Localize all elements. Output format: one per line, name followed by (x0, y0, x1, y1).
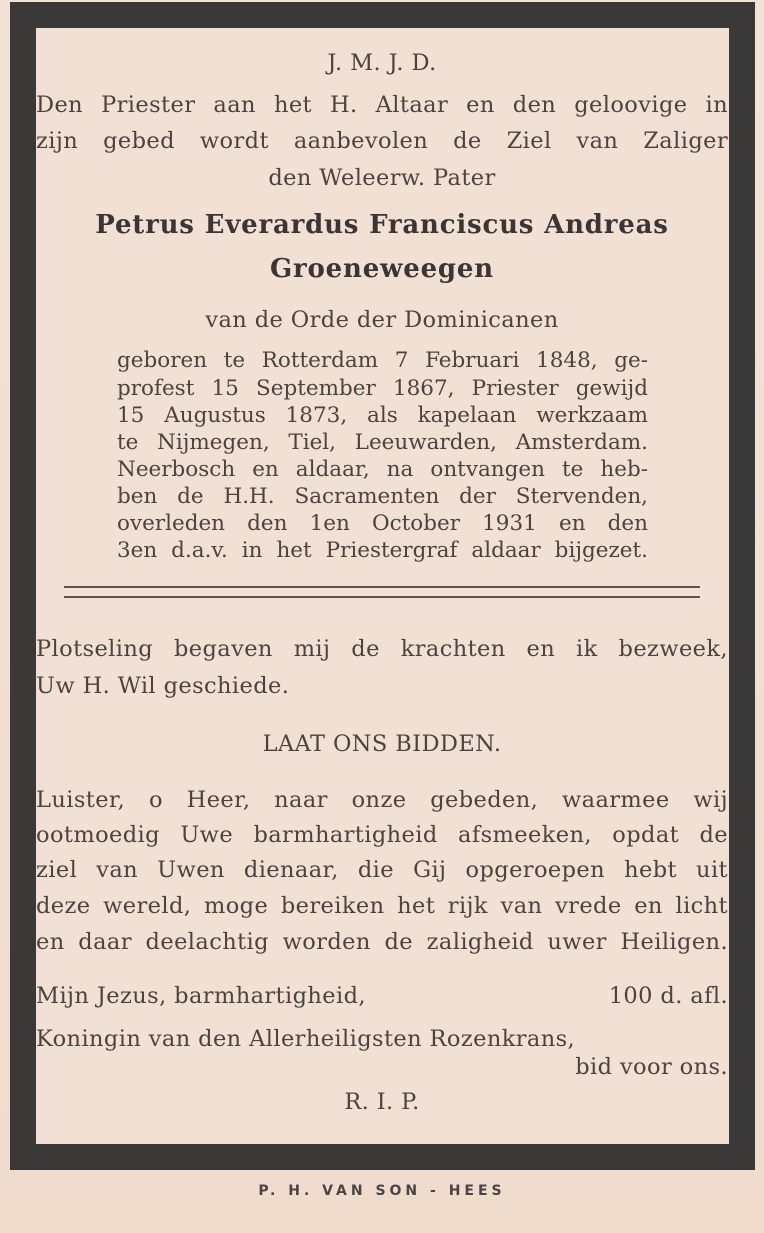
intro-line: zijn gebed wordt aanbevolen de Ziel van Zaliger (36, 128, 728, 154)
invocation-end: bid voor ons. (575, 1054, 728, 1080)
prayer-line: deze wereld, moge bereiken het rijk van vrede en licht (36, 893, 728, 919)
prayer-line: Luister, o Heer, naar onze gebeden, waarmee wij (36, 787, 728, 813)
card-header: J. M. J. D. (327, 50, 437, 76)
divider-rule (64, 596, 700, 598)
prayer-title: LAAT ONS BIDDEN. (262, 731, 502, 757)
quote-line: Uw H. Wil geschiede. (36, 673, 290, 699)
religious-order: van de Orde der Dominicanen (205, 307, 559, 333)
biography-line: geboren te Rotterdam 7 Februari 1848, ge- (117, 348, 648, 373)
deceased-surname: Groeneweegen (270, 254, 494, 284)
deceased-name: Petrus Everardus Franciscus Andreas (95, 210, 669, 240)
biography-line: Neerbosch en aldaar, na ontvangen te heb- (117, 457, 648, 482)
biography-line: 15 Augustus 1873, als kapelaan werkzaam (117, 403, 648, 428)
prayer-line: ziel van Uwen dienaar, die Gij opgeroepen hebt uit (36, 857, 728, 883)
biography-line: ben de H.H. Sacramenten der Stervenden, (117, 484, 648, 509)
intro-line: den Weleerw. Pater (268, 165, 496, 191)
printer-imprint: P. H. VAN SON - HEES (258, 1183, 506, 1199)
biography-line: te Nijmegen, Tiel, Leeuwarden, Amsterdam. (117, 430, 648, 455)
quote-line: Plotseling begaven mij de krachten en ik bezweek, (36, 636, 728, 662)
indulgence: 100 d. afl. (608, 983, 728, 1009)
biography-line: 3en d.a.v. in het Priestergraf aldaar bijgezet. (117, 538, 648, 563)
rip: R. I. P. (344, 1089, 420, 1115)
invocation: Koningin van den Allerheiligsten Rozenkrans, (36, 1026, 576, 1052)
prayer-line: en daar deelachtig worden de zaligheid uwer Heiligen. (36, 929, 728, 955)
biography-line: overleden den 1en October 1931 en den (117, 511, 648, 536)
prayer-line: ootmoedig Uwe barmhartigheid afsmeeken, opdat de (36, 822, 728, 848)
biography-line: profest 15 September 1867, Priester gewijd (117, 376, 648, 401)
intro-line: Den Priester aan het H. Altaar en den geloovige in (36, 92, 728, 118)
divider-rule (64, 586, 700, 588)
ejaculation: Mijn Jezus, barmhartigheid, (36, 983, 366, 1009)
